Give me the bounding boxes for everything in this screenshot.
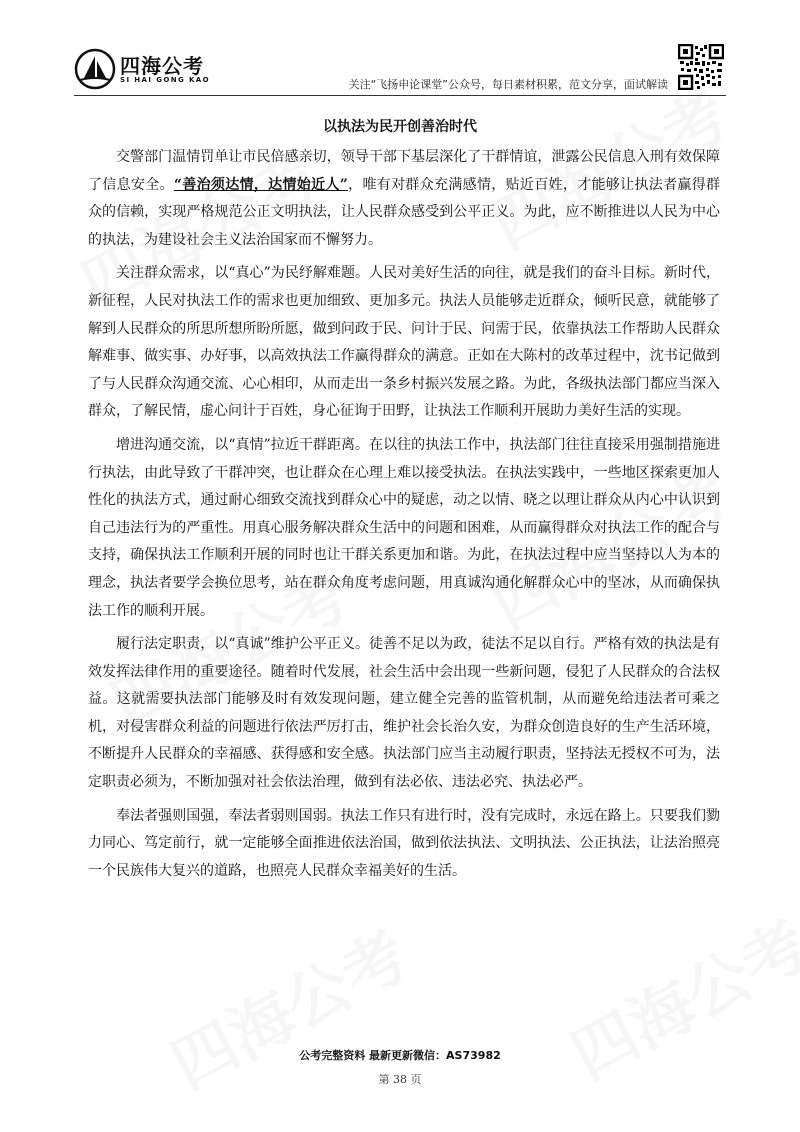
header-tagline: 关注“飞扬申论课堂”公众号，每日素材积累，范文分享，面试解读 <box>348 78 668 91</box>
watermark <box>553 895 800 1096</box>
qr-code-icon <box>678 44 724 90</box>
footer-contact: 公考完整资料 最新更新微信：AS73982 <box>299 1049 501 1062</box>
paragraph-conclusion: 奉法者强则国强，奉法者弱则国弱。执法工作只有进行时，没有完成时，永远在路上。只要我们勠力同心、笃定前行，就一定能够全面推进依法治国，做到依法执法、文明执法、公正执法，让法治照亮一个民族伟大复兴的道路，也照亮人民群众幸福美好的生活。 <box>88 807 720 879</box>
paragraph-intro <box>88 144 720 254</box>
paragraph-4: 履行法定职责，以“真诚”维护公平正义。徒善不足以为政，徒法不足以自行。严格有效的执法是有效发挥法律作用的重要途径。随着时代发展，社会生活中会出现一些新问题，侵犯了人民群众的合法权益。这就需要执法部门能够及时有效发现问题，建立健全完善的监管机制，从而避免给违法者可乘之机，对侵害群众利益的问题进行依法严厉打击，维护社会长治久安，为群众创造良好的生产生活环境，不断提升人民群众的幸福感、获得感和安全感。执法部门应当主动履行职责，坚持法无授权不可为，法定职责必须为，不断加强对社会依法治理，做到有法必依、违法必究、执法必严。 <box>88 636 720 791</box>
key-quote: “善治须达情，达情始近人” <box>173 176 348 193</box>
brand-logo <box>74 48 214 92</box>
article-title: 以执法为民开创善治时代 <box>323 119 477 135</box>
paragraph-2: 关注群众需求，以“真心”为民纾解难题。人民对美好生活的向往，就是我们的奋斗目标。新时代，新征程，人民对执法工作的需求也更加细致、更加多元。执法人员能够走近群众，倾听民意，就能够了解到人民群众的所思所想所盼所愿，做到问政于民、问计于民、问需于民，依靠执法工作帮助人民群众解难事、做实事、办好事，以高效执法工作赢得群众的满意。正如在大陈村的改革过程中，沈书记做到了与人民群众沟通交流、心心相印，从而走出一条乡村振兴发展之路。为此，各级执法部门都应当深入群众，了解民情，虚心问计于百姓，身心征询于田野，让执法工作顺利开展助力美好生活的实现。 <box>88 265 720 420</box>
logo-subtitle: SI HAI GONG KAO <box>120 76 210 84</box>
header-rule <box>74 95 726 96</box>
intro-text-after: ，唯有对群众充满感情，贴近百姓，才能够让执法者赢得群众的信赖，实现严格规范公正文明执法，让人民群众感受到公平正义。为此，应不断推进以人民为中心的执法，为建设社会主义法治国家而不懈努力。 <box>88 176 721 248</box>
intro-text-before: 交警部门温情罚单让市民倍感亲切，领导干部下基层深化了干群情谊，泄露公民信息入刑有效保障了信息安全。 <box>88 149 720 193</box>
page-header <box>0 0 800 100</box>
paragraph-3: 增进沟通交流，以“真情”拉近干群距离。在以往的执法工作中，执法部门往往直接采用强制措施进行执法，由此导致了干群冲突，也让群众在心理上难以接受执法。在执法实践中，一些地区探索更加人性化的执法方式，通过耐心细致交流找到群众心中的疑虑，动之以情、晓之以理让群众从内心中认识到自己违法行为的严重性。用真心服务解决群众生活中的问题和困难，从而赢得群众对执法工作的配合与支持，确保执法工作顺利开展的同时也让干群关系更加和谐。为此，在执法过程中应当坚持以人为本的理念，执法者要学会换位思考，站在群众角度考虑问题，用真诚沟通化解群众心中的坚冰，从而确保执法工作的顺利开展。 <box>88 436 720 619</box>
page-number: 第 38 页 <box>378 1073 422 1086</box>
logo-text: 四海公考 <box>120 54 204 78</box>
sailboat-logo-icon <box>74 48 116 90</box>
article-body <box>88 144 720 891</box>
